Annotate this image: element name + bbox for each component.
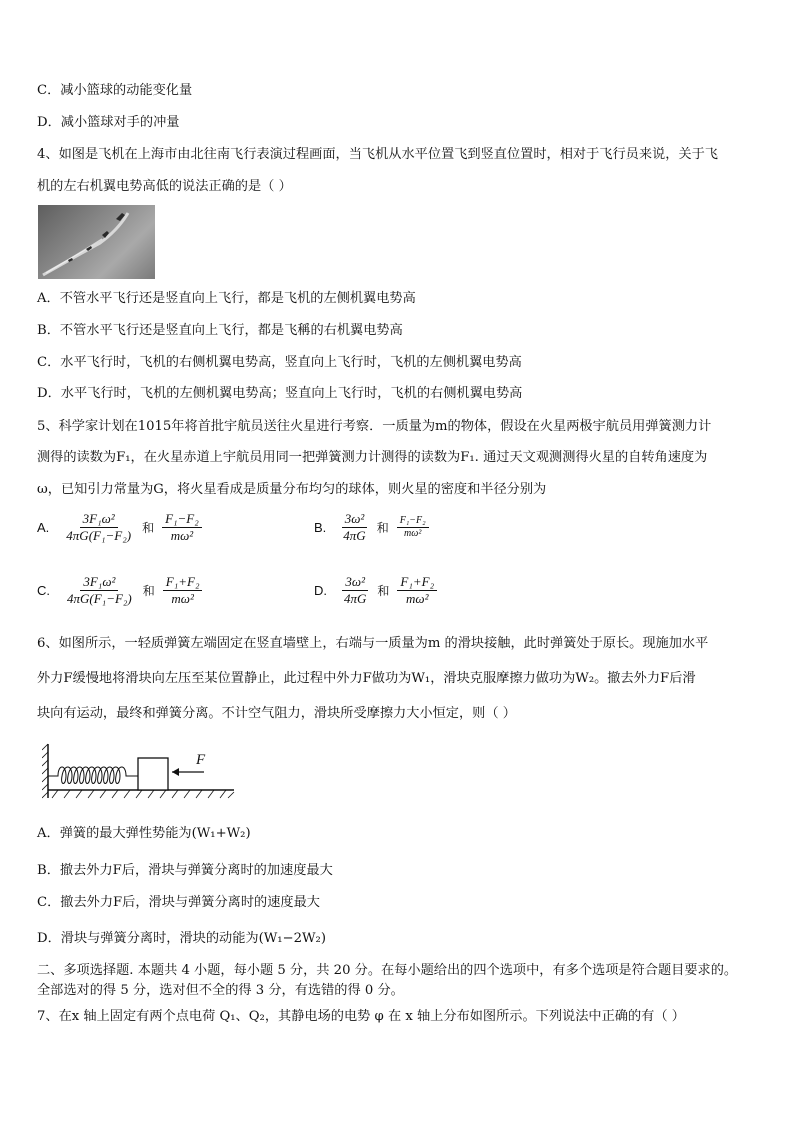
question-5-line-2: 测得的读数为F₁，在火星赤道上宇航员用同一把弹簧测力计测得的读数为F₁. 通过天文观测测得火星的自转角速度为 [37,450,708,465]
fraction [162,511,202,544]
denominator: mω² [171,591,194,606]
numerator: 3F₁ω² [80,574,118,591]
denominator: mω² [404,528,422,539]
question-6-option-d: D．滑块与弹簧分离时，滑块的动能为(W₁−2W₂) [37,931,326,946]
section-2-heading-line-2: 全部选对的得 5 分，选对但不全的得 3 分，有选错的得 0 分。 [37,983,404,998]
denominator: 4πG [344,591,367,606]
spring-block-figure [42,742,237,802]
question-5-option-a [37,511,202,544]
fraction [397,574,437,607]
question-6-option-c: C．撤去外力F后，滑块与弹簧分离时的速度最大 [37,895,320,910]
section-2-heading-line-1: 二、多项选择题. 本题共 4 小题，每小题 5 分，共 20 分。在每小题给出的四个选项中，有多个选项是符合题目要求的。 [37,963,738,978]
line-option-c-prev: C．减小篮球的动能变化量 [37,83,193,98]
question-6-line-2: 外力F缓慢地将滑块向左压至某位置静止，此过程中外力F做功为W₁，滑块克服摩擦力做功为W₂。撤去外力F后滑 [37,671,696,686]
denominator: 4πG(F₁−F₂) [67,591,132,606]
numerator: F₁+F₂ [397,574,437,591]
option-label: A. [37,520,50,535]
numerator: F₁−F₂ [397,515,429,528]
force-label: F [196,752,206,768]
conjunction: 和 [376,521,389,535]
question-4-option-d: D．水平飞行时，飞机的左侧机翼电势高；竖直向上飞行时，飞机的右侧机翼电势高 [37,386,523,401]
question-5-line-3: ω，已知引力常量为G，将火星看成是质量分布均匀的球体，则火星的密度和半径分别为 [37,482,547,497]
line-option-d-prev: D．减小篮球对手的冲量 [37,115,180,130]
fraction [63,511,134,544]
question-5-line-1: 5、科学家计划在1015年将首批宇航员送往火星进行考察．一质量为m的物体，假设在火星两极宇航员用弹簧测力计 [37,419,712,434]
question-6-line-3: 块向有运动，最终和弹簧分离。不计空气阻力，滑块所受摩擦力大小恒定，则（ ） [37,706,516,721]
fraction [64,574,135,607]
question-5-option-c [37,574,202,607]
question-6-option-b: B．撤去外力F后，滑块与弹簧分离时的加速度最大 [37,863,333,878]
question-6-line-1: 6、如图所示，一轻质弹簧左端固定在竖直墙壁上，右端与一质量为m 的滑块接触，此时弹簧处于原长。现施加水平 [37,636,709,651]
fraction [163,574,203,607]
question-4-option-b: B．不管水平飞行还是竖直向上飞行，都是飞稱的右机翼电势高 [37,323,403,338]
option-label: D. [314,583,327,598]
denominator: 4πG [343,528,366,543]
conjunction: 和 [377,584,390,598]
option-label: C. [37,583,50,598]
question-4-option-c: C．水平飞行时，飞机的右侧机翼电势高，竖直向上飞行时，飞机的左侧机翼电势高 [37,355,522,370]
fraction [341,574,369,607]
question-4-line-2: 机的左右机翼电势高低的说法正确的是（ ） [37,179,292,194]
question-7-line-1: 7、在x 轴上固定有两个点电荷 Q₁、Q₂，其静电场的电势 φ 在 x 轴上分布如图所示。下列说法中正确的有（ ） [37,1009,685,1024]
numerator: 3ω² [342,511,368,528]
denominator: 4πG(F₁−F₂) [66,528,132,543]
airplane-photo [38,205,155,279]
fraction [340,511,368,544]
numerator: 3ω² [342,574,368,591]
option-label: B. [314,520,327,535]
conjunction: 和 [142,584,155,598]
question-5-option-b [314,511,429,544]
numerator: F₁−F₂ [162,511,202,528]
question-4-option-a: A．不管水平飞行还是竖直向上飞行，都是飞机的左侧机翼电势高 [37,291,416,306]
numerator: F₁+F₂ [163,574,203,591]
denominator: mω² [406,591,429,606]
denominator: mω² [170,528,194,543]
fraction [397,515,429,540]
question-4-line-1: 4、如图是飞机在上海市由北往南飞行表演过程画面，当飞机从水平位置飞到竖直位置时，相对于飞行员来说，关于飞 [37,147,718,162]
conjunction: 和 [142,521,155,535]
question-5-option-d [314,574,437,607]
question-6-option-a: A．弹簧的最大弹性势能为(W₁+W₂) [37,826,251,841]
numerator: 3F₁ω² [80,511,118,528]
